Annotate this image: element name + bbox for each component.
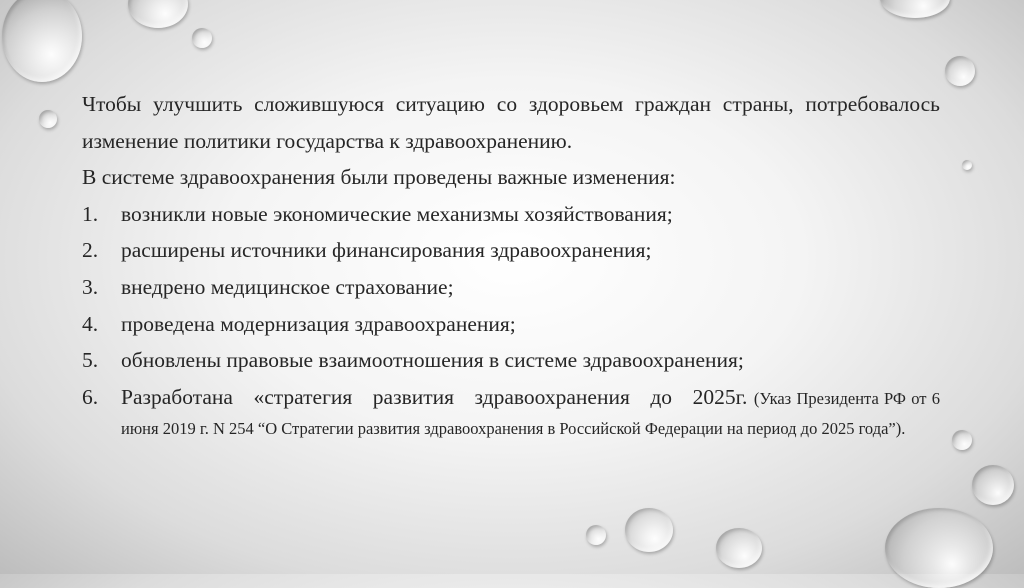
water-drop-decoration [952,430,972,450]
water-drop-decoration [2,0,82,82]
list-item [82,342,940,379]
item-number: 5. [82,348,99,373]
item-number: 3. [82,274,99,299]
water-drop-decoration [945,56,975,86]
water-drop-decoration [192,28,212,48]
list-item [82,196,940,233]
slide-content [82,86,940,443]
water-drop-decoration [972,465,1014,505]
water-drop-decoration [625,508,673,552]
list-item [82,232,940,269]
item-text: внедрено медицинское страхование; [121,274,454,299]
water-drop-decoration [880,0,950,18]
item-number: 1. [82,201,99,226]
water-drop-decoration [39,110,57,128]
item-number: 2. [82,238,99,263]
water-drop-decoration [586,525,606,545]
list-item [82,269,940,306]
water-drop-decoration [128,0,188,28]
item-number: 4. [82,311,99,336]
water-drop-decoration [885,508,993,588]
reform-list [82,196,940,443]
list-item [82,306,940,343]
water-drop-decoration [716,528,762,568]
intro-paragraph: Чтобы улучшить сложившуюся ситуацию со здоровьем граждан страны, потребовалось изменение политики государства к здравоохранению. [82,92,940,153]
item-text: проведена модернизация здравоохранения; [121,311,516,336]
list-intro: В системе здравоохранения были проведены важные изменения: [82,165,676,190]
decree-reference-note: (Указ Президента РФ от 6 июня 2019 г. N 254 “О Стратегии развития здравоохранения в Российской Федерации на период до 2025 года”). [121,388,940,438]
list-item [82,379,940,443]
item-text: Разработана «стратегия развития здравоохранения до 2025г. [121,384,748,409]
item-text: расширены источники финансирования здравоохранения; [121,238,652,263]
item-text: возникли новые экономические механизмы хозяйствования; [121,201,673,226]
item-number: 6. [82,384,99,409]
item-text: обновлены правовые взаимоотношения в системе здравоохранения; [121,348,744,373]
water-drop-decoration [962,160,972,170]
